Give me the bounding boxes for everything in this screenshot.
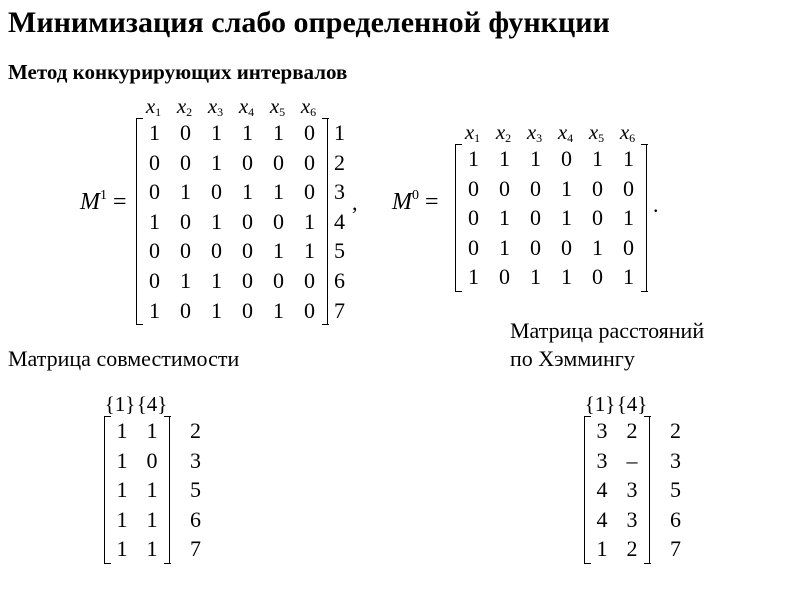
compat-bracket-tr [164, 416, 171, 417]
m0-cell: 0 [561, 146, 572, 171]
compat-cell: 1 [116, 506, 128, 532]
compat-cell: 0 [146, 447, 158, 473]
m0-header-3 [519, 120, 550, 144]
hamming-bracket-br [644, 563, 651, 564]
m0-cell: 0 [530, 234, 541, 260]
m1-cell: 1 [180, 267, 191, 293]
m0-cell: 1 [468, 264, 479, 290]
m1-cell: 0 [211, 179, 222, 205]
hamming-cell: 2 [626, 418, 638, 443]
compat-row-label: 7 [190, 536, 201, 562]
compat-bracket-tl [104, 416, 111, 417]
m0-header-sub: 6 [629, 131, 636, 145]
m1-cell: 1 [149, 208, 160, 234]
hamming-bracket-bl [584, 563, 591, 564]
section-subtitle: Метод конкурирующих интервалов [8, 60, 348, 84]
m0-cell: 0 [592, 205, 603, 231]
m0-letter: M [392, 189, 412, 215]
compat-bracket-bl [104, 563, 111, 564]
compat-row-label: 5 [190, 477, 201, 503]
m0-cell: 0 [468, 234, 479, 260]
m0-header-var: x [464, 120, 475, 144]
m1-row-label: 5 [334, 238, 345, 264]
hamming-cell: 3 [596, 418, 608, 443]
hamming-cell: – [626, 447, 638, 473]
m0-cell: 0 [499, 175, 510, 201]
m1-cell: 0 [180, 238, 191, 264]
m1-cell: 0 [180, 297, 191, 323]
m0-header-1 [457, 120, 488, 144]
page-title: Минимизация слабо определенной функции [8, 6, 610, 39]
hamming-row-label: 3 [670, 447, 681, 473]
compat-matrix [104, 392, 224, 564]
m1-header-sub: 3 [217, 105, 224, 119]
m1-bracket-br [322, 324, 329, 325]
m0-cell: 1 [592, 234, 603, 260]
hamming-row-label: 2 [670, 418, 681, 443]
m0-cell: 1 [561, 264, 572, 290]
compat-cell: 1 [116, 418, 128, 443]
m1-cell: 1 [242, 120, 253, 145]
m0-header-sub: 2 [505, 131, 512, 145]
m1-letter: M [80, 189, 100, 215]
m0-cell: 1 [623, 264, 634, 290]
m0-header-2 [488, 120, 519, 144]
hamming-bracket-tr [644, 416, 651, 417]
compat-row-label: 6 [190, 506, 201, 532]
m0-superscript: 0 [412, 188, 419, 203]
m0-cell: 0 [499, 264, 510, 290]
compat-header-2: {4} [136, 392, 168, 416]
hamming-cell: 3 [626, 477, 638, 503]
m1-cell: 1 [211, 267, 222, 293]
m0-cell: 1 [530, 146, 541, 171]
m1-cell: 0 [242, 297, 253, 323]
m1-header-sub: 6 [310, 105, 317, 119]
hamming-row-label: 7 [670, 536, 681, 562]
m1-header-sub: 4 [248, 105, 255, 119]
m1-cell: 0 [149, 238, 160, 264]
m1-cell: 0 [304, 120, 315, 145]
m1-header-1 [138, 94, 169, 118]
m0-cell: 1 [499, 205, 510, 231]
hamming-header-row [584, 392, 704, 416]
compat-cell: 1 [116, 536, 128, 562]
m1-header-var: x [207, 94, 218, 118]
m0-header-4 [550, 120, 581, 144]
m0-matrix [455, 120, 647, 292]
m1-cell: 1 [211, 120, 222, 145]
m0-header-sub: 4 [567, 131, 574, 145]
m0-header-6 [612, 120, 643, 144]
m1-cell: 0 [273, 208, 284, 234]
m0-header-var: x [588, 120, 599, 144]
m1-grid [136, 118, 328, 325]
m0-cell: 1 [530, 264, 541, 290]
m0-label [392, 188, 439, 216]
m0-header-row [455, 120, 647, 144]
m0-header-sub: 3 [536, 131, 543, 145]
hamming-row-label: 6 [670, 506, 681, 532]
m0-bracket-bl [455, 291, 462, 292]
hamming-header-2: {4} [616, 392, 648, 416]
m1-cell: 0 [242, 149, 253, 175]
m1-cell: 0 [211, 238, 222, 264]
m0-bracket-br [641, 291, 648, 292]
m0-cell: 1 [468, 146, 479, 171]
m0-cell: 1 [592, 146, 603, 171]
hamming-row-labels [650, 416, 704, 564]
m0-cell: 0 [468, 175, 479, 201]
hamming-grid [584, 416, 650, 564]
compat-cell: 1 [146, 477, 158, 503]
m1-header-sub: 5 [279, 105, 286, 119]
m1-cell: 0 [180, 208, 191, 234]
m1-header-var: x [176, 94, 187, 118]
m1-cell: 1 [304, 208, 315, 234]
m1-matrix [136, 94, 358, 325]
m0-cell: 0 [592, 175, 603, 201]
m1-header-row [136, 94, 358, 118]
m1-row-label: 4 [334, 208, 345, 234]
m1-header-var: x [238, 94, 249, 118]
m0-header-sub: 1 [474, 131, 481, 145]
m0-bracket-tl [455, 144, 462, 145]
hamming-row-label: 5 [670, 477, 681, 503]
m1-cell: 1 [211, 208, 222, 234]
m1-row-label: 2 [334, 149, 345, 175]
compat-label: Матрица совместимости [8, 346, 240, 371]
m1-bracket-bl [136, 324, 143, 325]
m1-row-label: 1 [334, 120, 345, 145]
hamming-header-1: {1} [584, 392, 616, 416]
compat-bracket-br [164, 563, 171, 564]
m1-cell: 0 [149, 267, 160, 293]
m0-header-sub: 5 [598, 131, 605, 145]
m1-cell: 1 [273, 297, 284, 323]
compat-row-label: 2 [190, 418, 201, 443]
m1-header-3 [200, 94, 231, 118]
m1-header-var: x [145, 94, 156, 118]
hamming-cell: 3 [596, 447, 608, 473]
m1-header-sub: 2 [186, 105, 193, 119]
m1-cell: 0 [242, 208, 253, 234]
m1-header-5 [262, 94, 293, 118]
m1-cell: 1 [273, 120, 284, 145]
m1-cell: 1 [273, 179, 284, 205]
m1-header-4 [231, 94, 262, 118]
compat-grid [104, 416, 170, 564]
m1-cell: 0 [304, 149, 315, 175]
m1-cell: 0 [242, 238, 253, 264]
m1-cell: 0 [304, 297, 315, 323]
m1-cell: 0 [242, 267, 253, 293]
m1-label [80, 188, 127, 216]
m0-equals: = [425, 189, 439, 215]
hamming-cell: 1 [596, 536, 608, 562]
m0-bracket-tr [641, 144, 648, 145]
m1-cell: 1 [304, 238, 315, 264]
m1-cell: 0 [273, 149, 284, 175]
hamming-cell: 2 [626, 536, 638, 562]
m1-header-6 [293, 94, 324, 118]
m0-period: . [653, 192, 659, 217]
m0-grid [455, 144, 647, 292]
m1-cell: 0 [149, 149, 160, 175]
m1-cell: 1 [149, 120, 160, 145]
m1-bracket-tl [136, 118, 143, 119]
compat-header-row [104, 392, 224, 416]
compat-header-1: {1} [104, 392, 136, 416]
m1-cell: 1 [273, 238, 284, 264]
m1-row-label: 6 [334, 267, 345, 293]
m1-header-sub: 1 [155, 105, 162, 119]
hamming-bracket-tl [584, 416, 591, 417]
m1-header-var: x [300, 94, 311, 118]
m0-header-var: x [619, 120, 630, 144]
compat-cell: 1 [116, 447, 128, 473]
hamming-cell: 4 [596, 506, 608, 532]
m0-cell: 0 [623, 234, 634, 260]
m0-cell: 0 [592, 264, 603, 290]
m1-cell: 1 [242, 179, 253, 205]
m1-cell: 1 [211, 149, 222, 175]
m1-header-2 [169, 94, 200, 118]
compat-row-label: 3 [190, 447, 201, 473]
m1-cell: 1 [180, 179, 191, 205]
m1-cell: 0 [304, 267, 315, 293]
compat-row-labels [170, 416, 224, 564]
m0-cell: 1 [499, 234, 510, 260]
m1-comma: , [352, 190, 358, 215]
compat-cell: 1 [146, 536, 158, 562]
m0-header-5 [581, 120, 612, 144]
m1-header-var: x [269, 94, 280, 118]
hamming-label-line2: по Хэммингу [510, 346, 635, 371]
m1-cell: 1 [211, 297, 222, 323]
hamming-cell: 4 [596, 477, 608, 503]
m1-cell: 0 [304, 179, 315, 205]
compat-cell: 1 [146, 506, 158, 532]
m1-cell: 1 [149, 297, 160, 323]
m0-cell: 1 [623, 205, 634, 231]
m1-cell: 0 [180, 120, 191, 145]
m1-equals: = [113, 189, 127, 215]
hamming-cell: 3 [626, 506, 638, 532]
m0-cell: 0 [623, 175, 634, 201]
m1-superscript: 1 [100, 188, 107, 203]
compat-cell: 1 [116, 477, 128, 503]
m1-row-label: 7 [334, 297, 345, 323]
m0-cell: 0 [530, 205, 541, 231]
m1-row-label: 3 [334, 179, 345, 205]
m0-cell: 0 [561, 234, 572, 260]
m1-cell: 0 [149, 179, 160, 205]
hamming-matrix [584, 392, 704, 564]
m1-bracket-tr [322, 118, 329, 119]
m0-header-var: x [557, 120, 568, 144]
m0-cell: 1 [561, 175, 572, 201]
m0-cell: 1 [499, 146, 510, 171]
m0-cell: 1 [561, 205, 572, 231]
compat-cell: 1 [146, 418, 158, 443]
m0-cell: 0 [530, 175, 541, 201]
m0-cell: 0 [468, 205, 479, 231]
hamming-label-line1: Матрица расстояний [510, 318, 705, 343]
m0-header-var: x [526, 120, 537, 144]
m0-cell: 1 [623, 146, 634, 171]
m1-cell: 0 [273, 267, 284, 293]
m0-header-var: x [495, 120, 506, 144]
m1-row-labels [328, 118, 358, 325]
m1-cell: 0 [180, 149, 191, 175]
